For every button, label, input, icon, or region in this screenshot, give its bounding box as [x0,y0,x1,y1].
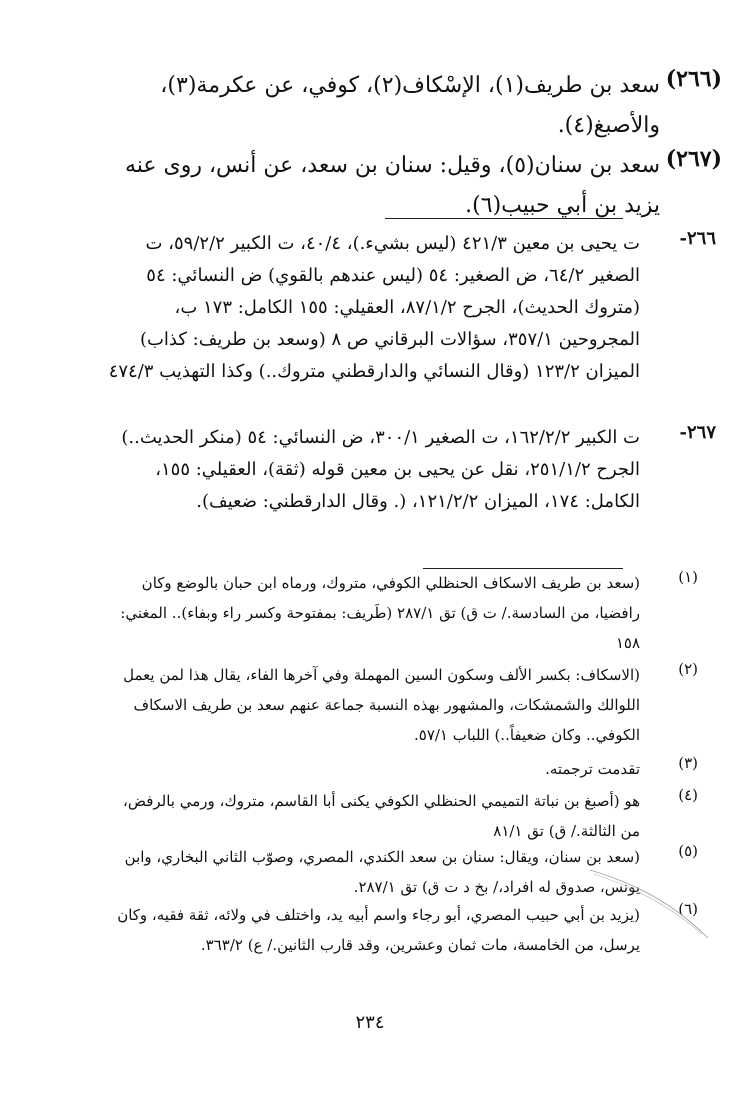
footnote-number: (٥) [678,842,698,860]
pen-stroke-mark [590,860,710,940]
footnote-text: (سعد بن طريف الاسكاف الحنظلي الكوفي، متروك، ورماه ابن حبان بالوضع وكان رافضيا، من السادسة./ ت ق) تق ٢٨٧/١ (طَريف: بمفتوحة وكسر راء وبفاء).. المغني: ١٥٨ [120,574,640,652]
source-note-267 [100,422,716,518]
source-note-266 [100,228,716,388]
entry-text: سعد بن سنان(٥)، وقيل: سنان بن سعد، عن أنس، روى عنه يزيد بن أبي حبيب(٦). [124,153,660,218]
entry-number: (٢٦٦) [665,66,722,92]
footnote-number: (٤) [678,786,698,804]
source-text: ت الكبير ١٦٢/٢/٢، ت الصغير ٣٠٠/١، ض النسائي: ٥٤ (منكر الحديث..) الجرح ٢٥١/١/٢، نقل عن يحيى بن معين قوله (ثقة)، العقيلي: ١٥٥، الكامل: ١٧٤، الميزان ١٢١/٢/٢، (. وقال الدارقطني: ضعيف). [121,427,640,512]
footnote-2 [100,660,698,750]
footnote-1 [100,568,698,658]
footnote-5 [100,842,698,902]
source-number: ٢٦٧- [679,422,716,443]
divider-rule [385,218,623,219]
footnote-number: (٦) [678,900,698,918]
footnote-number: (١) [678,568,698,586]
footnote-4 [100,786,698,846]
footnote-number: (٢) [678,660,698,678]
footnote-text: (يزيد بن أبي حبيب المصري، أبو رجاء واسم أبيه يد، واختلف في ولائه، ثقة فقيه، وكان يرسل، من الخامسة، مات ثمان وعشرين، وقد قارب الثانين./ ع) ٣٦٣/٢. [117,906,640,954]
entry-267 [100,146,722,226]
footnote-text: تقدمت ترجمته. [545,760,640,778]
entry-266 [100,66,722,146]
footnote-text: (الاسكاف: بكسر الألف وسكون السين المهملة وفي آخرها الفاء، يقال هذا لمن يعمل اللوالك والشمشكات، والمشهور بهذه النسبة جماعة عنهم سعد بن طريف الاسكاف الكوفي.. وكان ضعيفاً..) اللباب ٥٧/١. [123,666,640,744]
footnote-3 [100,754,698,784]
source-number: ٢٦٦- [679,228,716,249]
entry-text: سعد بن طريف(١)، الإسْكاف(٢)، كوفي، عن عكرمة(٣)، والأصبغ(٤). [160,73,660,138]
footnote-number: (٣) [678,754,698,772]
source-text: ت يحيى بن معين ٤٢١/٣ (ليس بشيء.)، ٤٠/٤، ت الكبير ٥٩/٢/٢، ت الصغير ٦٤/٢، ض الصغير: ٥٤ (ليس عندهم بالقوي) ض النسائي: ٥٤ (متروك الحديث)، الجرح ٨٧/١/٢، العقيلي: ١٥٥ الكامل: ١٧٣ ب، المجروحين ٣٥٧/١، سؤالات البرقاني ص ٨ (وسعد بن طريف: كذاب) الميزان ١٢٣/٢ (وقال النسائي والدارقطني متروك..) وكذا التهذيب ٤٧٤/٣ [108,233,640,382]
page-number: ٢٣٤ [355,1012,385,1033]
footnote-text: (سعد بن سنان، ويقال: سنان بن سعد الكندي، المصري، وصوّب الثاني البخاري، وابن يونس، صدوق له افراد،/ بخ د ت ق) تق ٢٨٧/١. [124,848,640,896]
entry-number: (٢٦٧) [665,146,722,172]
footnote-6 [100,900,698,960]
footnote-text: هو (أصبغ بن نباتة التميمي الحنظلي الكوفي يكنى أبا القاسم، متروك، ورمي بالرفض، من الثالثة./ ق) تق ٨١/١ [122,792,640,840]
